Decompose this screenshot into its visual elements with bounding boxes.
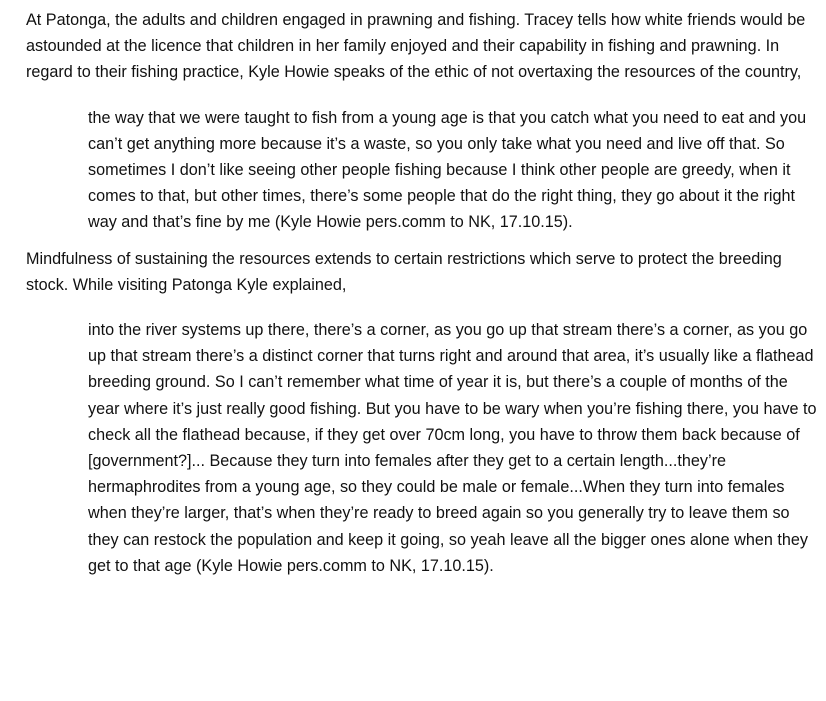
block-quote-flathead-breeding: into the river systems up there, there’s a corner, as you go up that stream there’s a corner, as you go up that stream there’s a distinct corner that turns right and around that area, it’s usually like a flathead breeding ground. So I can’t remember what time of year it is, but there’s a couple of months of the year where it’s just really good fishing. But you have to be wary when you’re fishing there, you have to check all the flathead because, if they get over 70cm long, you have to throw them back because of [government?]... Because they turn into females after they get to a certain length...they’re hermaphrodites from a young age, so they could be male or female...When they turn into females when they’re larger, that’s when they’re ready to breed again so you generally try to leave them so they can restock the population and keep it going, so yeah leave all the bigger ones alone when they get to that age (Kyle Howie pers.comm to NK, 17.10.15). (88, 321, 817, 575)
block-quote-fishing-ethic: the way that we were taught to fish from a young age is that you catch what you need to eat and you can’t get anything more because it’s a waste, so you only take what you need and live off that. So sometimes I don’t like seeing other people fishing because I think other people are greedy, when it comes to that, but other times, there’s some people that do the right thing, they go about it the right way and that’s fine by me (Kyle Howie pers.comm to NK, 17.10.15). (88, 108, 807, 232)
paragraph-spacer (26, 86, 820, 105)
paragraph-spacer (26, 298, 820, 317)
body-paragraph-breeding-stock: Mindfulness of sustaining the resources extends to certain restrictions which serve to protect the breeding stock. While visiting Patonga Kyle explained, (26, 249, 782, 294)
paragraph-spacer (26, 236, 820, 246)
body-paragraph-patonga-fishing: At Patonga, the adults and children engaged in prawning and fishing. Tracey tells how white friends would be astounded at the licence that children in her family enjoyed and their capability in fishing and prawning. In regard to their fishing practice, Kyle Howie speaks of the ethic of not overtaxing the resources of the country, (26, 11, 806, 82)
